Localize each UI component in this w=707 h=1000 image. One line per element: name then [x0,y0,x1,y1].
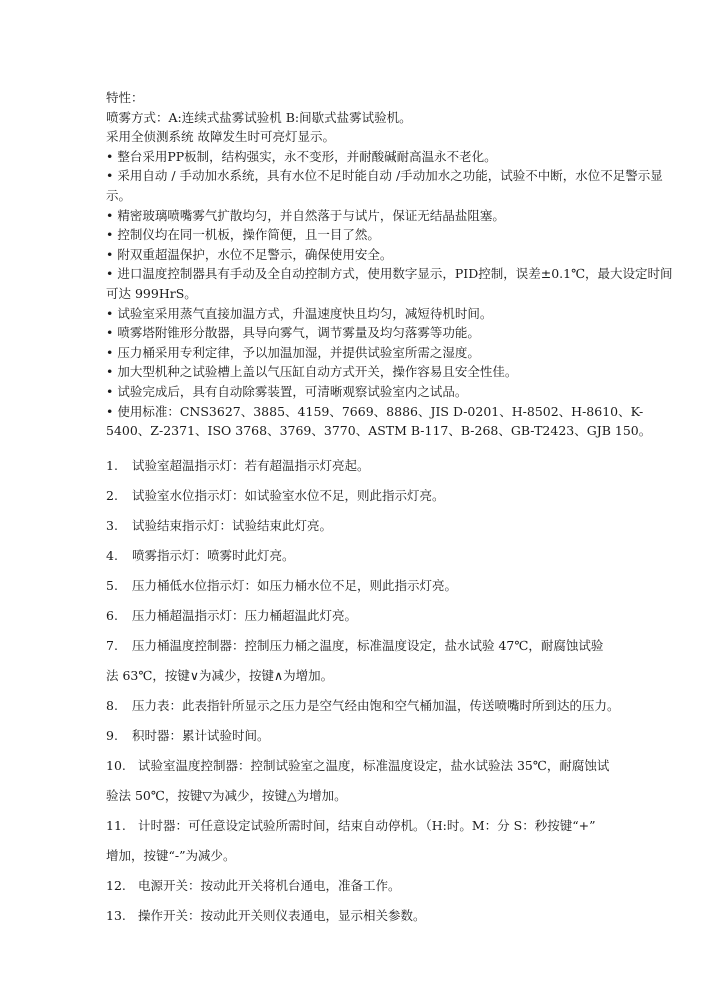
list-item [106,691,684,721]
item-number: 3. [106,517,118,533]
item-number: 13. [106,907,126,923]
document-page [106,88,684,931]
item-number: 6. [106,607,118,623]
item-text: 计时器：可任意设定试验所需时间，结束自动停机。（H:时。M：分 S：秒按键“+” [138,817,596,833]
item-number: 5. [106,577,118,593]
list-item [106,541,684,571]
item-text: 压力桶温度控制器：控制压力桶之温度，标准温度设定，盐水试验 47℃，耐腐蚀试验 [132,637,604,653]
feature-item: • 试验室采用蒸气直接加温方式，升温速度快且均匀，减短待机时间。 [106,305,493,321]
features-section [106,88,684,441]
list-item [106,751,684,781]
item-number: 11. [106,817,126,833]
item-text: 试验结束指示灯：试验结束此灯亮。 [132,517,333,533]
item-text-continued: 验法 50℃，按键▽为减少，按键△为增加。 [106,787,347,803]
list-item [106,811,684,841]
list-item-continuation [106,841,684,871]
item-text: 压力表：此表指针所显示之压力是空气经由饱和空气桶加温，传送喷嘴时所到达的压力。 [132,697,620,713]
item-number: 7. [106,637,118,653]
list-item-continuation [106,661,684,691]
detection-line: 采用全侦测系统 故障发生时可亮灯显示。 [106,129,335,145]
list-item [106,901,684,931]
list-item [106,571,684,601]
standards-item: • 使用标准：CNS3627、3885、4159、7669、8886、JIS D-0201、H-8502、H-8610、K-5400、Z-2371、ISO 3768、3769、3770、ASTM B-117、B-268、GB-T2423、GJB 150。 [106,403,652,439]
list-item [106,631,684,661]
item-number: 1. [106,457,118,473]
item-number: 9. [106,727,118,743]
list-item [106,451,684,481]
spray-mode-line: 喷雾方式：A:连续式盐雾试验机 B:间歇式盐雾试验机。 [106,109,412,125]
list-item [106,511,684,541]
item-text: 试验室超温指示灯：若有超温指示灯亮起。 [132,457,370,473]
feature-item: • 进口温度控制器具有手动及全自动控制方式，使用数字显示，PID控制，误差±0.1℃，最大设定时间可达 999HrS。 [106,266,673,301]
item-text: 压力桶超温指示灯：压力桶超温此灯亮。 [132,607,358,623]
item-number: 2. [106,487,118,503]
item-number: 8. [106,697,118,713]
features-heading: 特性： [106,90,144,105]
feature-item: • 试验完成后，具有自动除雾装置，可清晰观察试验室内之试品。 [106,383,468,399]
indicator-list [106,451,684,931]
feature-item: • 附双重超温保护，水位不足警示，确保使用安全。 [106,246,393,262]
item-text: 操作开关：按动此开关则仪表通电，显示相关参数。 [138,907,426,923]
item-text: 喷雾指示灯：喷雾时此灯亮。 [132,547,295,563]
item-number: 12. [106,877,126,893]
item-text-continued: 法 63℃，按键∨为减少，按键∧为增加。 [106,667,334,683]
list-item [106,721,684,751]
item-text: 压力桶低水位指示灯：如压力桶水位不足，则此指示灯亮。 [132,577,458,593]
feature-item: • 喷雾塔附锥形分散器，具导向雾气，调节雾量及均匀落雾等功能。 [106,325,480,341]
item-text: 试验室温度控制器：控制试验室之温度，标准温度设定，盐水试验法 35℃，耐腐蚀试 [138,757,610,773]
feature-item: • 整台采用PP板制，结构强实，永不变形，并耐酸碱耐高温永不老化。 [106,148,497,164]
list-item [106,481,684,511]
feature-item: • 压力桶采用专利定律，予以加温加湿，并提供试验室所需之湿度。 [106,344,480,360]
item-number: 4. [106,547,118,563]
item-text-continued: 增加，按键“-”为减少。 [106,847,236,863]
list-item-continuation [106,781,684,811]
item-text: 积时器：累计试验时间。 [132,727,270,743]
feature-item: • 控制仪均在同一机板，操作简便，且一目了然。 [106,227,380,243]
feature-item: • 加大型机种之试验槽上盖以气压缸自动方式开关，操作容易且安全性佳。 [106,364,518,380]
item-text: 试验室水位指示灯：如试验室水位不足，则此指示灯亮。 [132,487,445,503]
feature-item: • 精密玻璃喷嘴雾气扩散均匀，并自然落于与试片，保证无结晶盐阻塞。 [106,207,505,223]
list-item [106,871,684,901]
list-item [106,601,684,631]
item-number: 10. [106,757,126,773]
item-text: 电源开关：按动此开关将机台通电，准备工作。 [138,877,401,893]
feature-item: • 采用自动 / 手动加水系统，具有水位不足时能自动 /手动加水之功能，试验不中断，水位不足警示显示。 [106,168,663,203]
